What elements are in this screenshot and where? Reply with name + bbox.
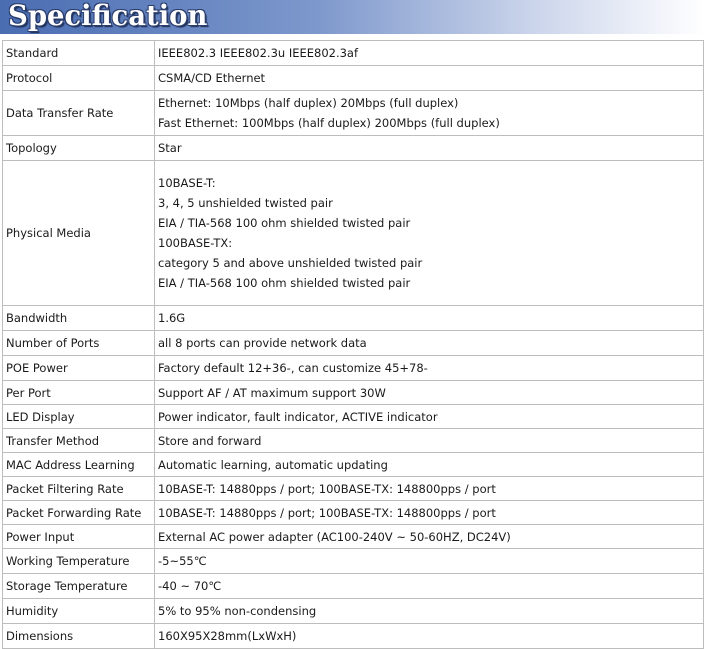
table-row <box>3 501 704 525</box>
table-row <box>3 405 704 429</box>
spec-value <box>155 525 704 549</box>
spec-value-line: Power indicator, fault indicator, ACTIVE indicator <box>158 409 438 424</box>
spec-value-line: 1.6G <box>158 311 186 325</box>
spec-value-line: External AC power adapter (AC100-240V ~ 50-60HZ, DC24V) <box>158 529 511 544</box>
spec-label: Working Temperature <box>3 549 155 574</box>
spec-value <box>155 91 704 136</box>
spec-value <box>155 161 704 306</box>
spec-label: Humidity <box>3 599 155 624</box>
spec-value-line: Support AF / AT maximum support 30W <box>158 385 386 400</box>
spec-value-line: EIA / TIA-568 100 ohm shielded twisted pair <box>158 216 411 230</box>
spec-value-line: Store and forward <box>158 433 262 448</box>
spec-label: LED Display <box>3 405 155 429</box>
spec-value <box>155 41 704 66</box>
page-title: Specification <box>8 0 208 32</box>
table-row <box>3 477 704 501</box>
spec-label: Data Transfer Rate <box>3 91 155 136</box>
table-row <box>3 429 704 453</box>
spec-label: POE Power <box>3 356 155 381</box>
spec-label: Transfer Method <box>3 429 155 453</box>
spec-value <box>155 477 704 501</box>
spec-label: Protocol <box>3 66 155 91</box>
spec-value-line: Fast Ethernet: 100Mbps (half duplex) 200Mbps (full duplex) <box>158 116 500 130</box>
spec-label: Dimensions <box>3 624 155 649</box>
table-row <box>3 525 704 549</box>
spec-value-line: 3, 4, 5 unshielded twisted pair <box>158 196 333 210</box>
table-row <box>3 599 704 624</box>
spec-value <box>155 574 704 599</box>
table-row <box>3 453 704 477</box>
spec-label: Standard <box>3 41 155 66</box>
spec-value-line: Star <box>158 141 182 155</box>
spec-label: MAC Address Learning <box>3 453 155 477</box>
spec-table <box>2 40 704 649</box>
spec-value <box>155 624 704 649</box>
table-row <box>3 356 704 381</box>
spec-value-line: 100BASE-TX: <box>158 236 233 250</box>
spec-value-line: category 5 and above unshielded twisted pair <box>158 256 423 270</box>
spec-value <box>155 136 704 161</box>
spec-label: Storage Temperature <box>3 574 155 599</box>
spec-value-line: Automatic learning, automatic updating <box>158 457 388 472</box>
spec-value <box>155 429 704 453</box>
spec-value <box>155 501 704 525</box>
table-row <box>3 549 704 574</box>
spec-label: Bandwidth <box>3 306 155 331</box>
spec-value-line: 10BASE-T: <box>158 176 216 190</box>
spec-value-line: Ethernet: 10Mbps (half duplex) 20Mbps (full duplex) <box>158 96 459 110</box>
spec-value-line: IEEE802.3 IEEE802.3u IEEE802.3af <box>158 46 359 60</box>
spec-value <box>155 381 704 405</box>
spec-value <box>155 599 704 624</box>
spec-table-body <box>3 41 704 649</box>
table-row <box>3 41 704 66</box>
spec-label: Topology <box>3 136 155 161</box>
table-row <box>3 574 704 599</box>
table-row <box>3 331 704 356</box>
spec-value-line: CSMA/CD Ethernet <box>158 71 266 85</box>
table-row <box>3 306 704 331</box>
spec-value-line: -5~55℃ <box>158 554 207 568</box>
specification-header <box>0 0 704 34</box>
spec-label: Packet Filtering Rate <box>3 477 155 501</box>
spec-value <box>155 453 704 477</box>
spec-label: Number of Ports <box>3 331 155 356</box>
spec-label: Per Port <box>3 381 155 405</box>
spec-value <box>155 331 704 356</box>
spec-label: Power Input <box>3 525 155 549</box>
table-row <box>3 91 704 136</box>
spec-value <box>155 306 704 331</box>
spec-value-line: all 8 ports can provide network data <box>158 336 367 350</box>
spec-value-line: 10BASE-T: 14880pps / port; 100BASE-TX: 148800pps / port <box>158 481 496 496</box>
spec-value <box>155 549 704 574</box>
spec-value-line: 10BASE-T: 14880pps / port; 100BASE-TX: 148800pps / port <box>158 505 496 520</box>
spec-value <box>155 405 704 429</box>
spec-value <box>155 66 704 91</box>
spec-value-line: -40 ~ 70℃ <box>158 579 222 593</box>
spec-value-line: EIA / TIA-568 100 ohm shielded twisted pair <box>158 276 411 290</box>
table-row <box>3 381 704 405</box>
spec-value-line: 160X95X28mm(LxWxH) <box>158 629 297 643</box>
spec-value-line: 5% to 95% non-condensing <box>158 604 317 618</box>
table-row <box>3 66 704 91</box>
table-row <box>3 161 704 306</box>
table-row <box>3 624 704 649</box>
spec-label: Packet Forwarding Rate <box>3 501 155 525</box>
table-row <box>3 136 704 161</box>
spec-value-line: Factory default 12+36-, can customize 45+78- <box>158 361 428 375</box>
spec-value <box>155 356 704 381</box>
spec-label: Physical Media <box>3 161 155 306</box>
